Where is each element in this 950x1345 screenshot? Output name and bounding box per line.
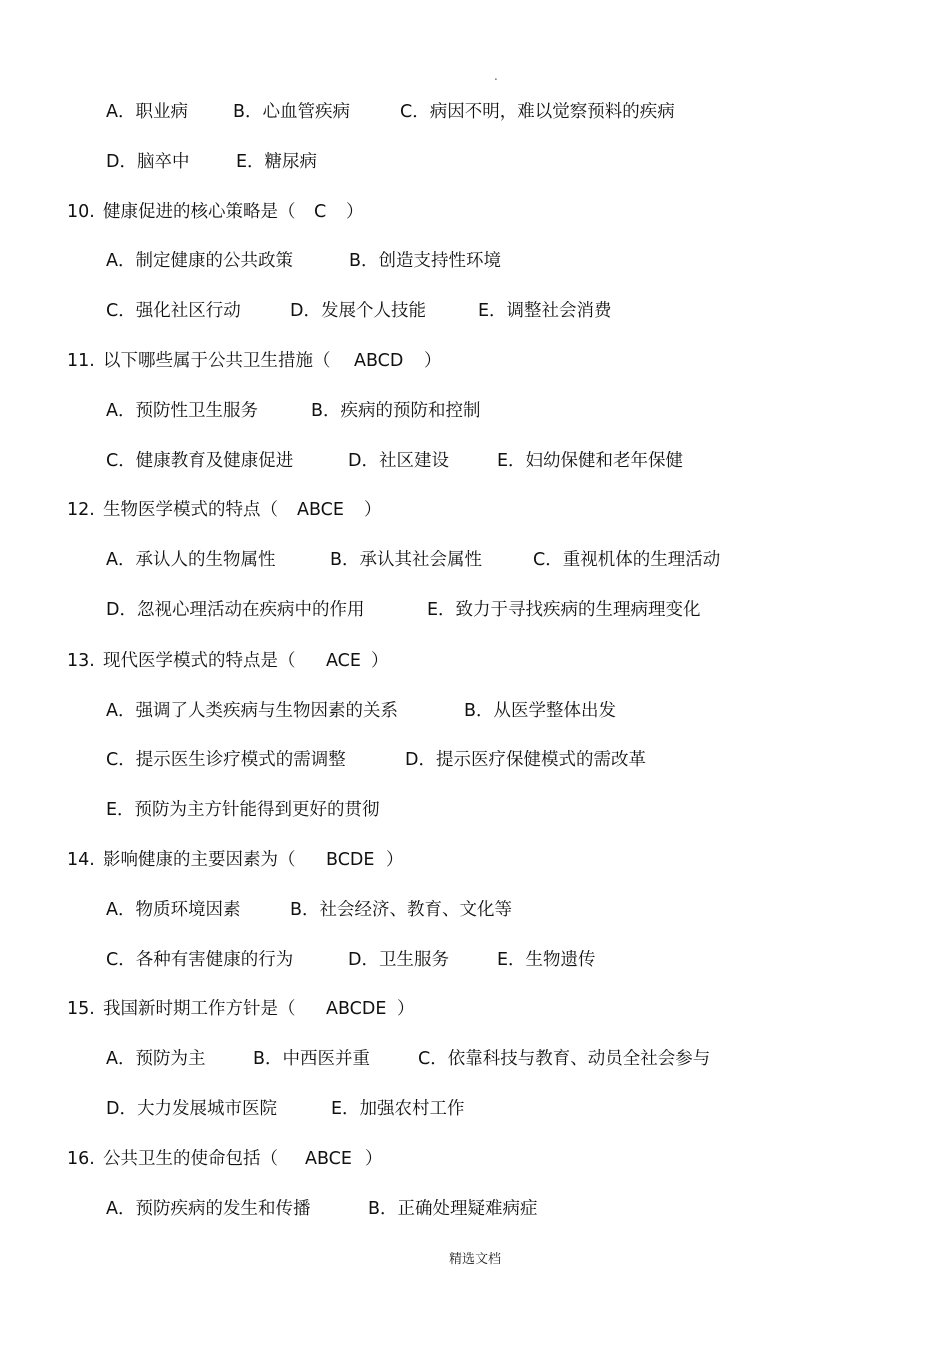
question-close-paren: ）	[424, 351, 442, 371]
answer-option: E．加强农村工作	[331, 1099, 465, 1119]
answer-option: D．大力发展城市医院	[106, 1099, 277, 1119]
answer-option: D．脑卒中	[106, 152, 190, 172]
question-answer: ACE	[326, 651, 361, 671]
answer-option: C．提示医生诊疗模式的需调整	[106, 750, 346, 770]
question-close-paren: ）	[371, 651, 389, 671]
answer-option: B．创造支持性环境	[349, 251, 502, 271]
answer-option: D．发展个人技能	[290, 301, 426, 321]
answer-option: E．生物遗传	[497, 950, 596, 970]
question-close-paren: ）	[397, 999, 415, 1019]
question-text: 以下哪些属于公共卫生措施（	[103, 351, 331, 371]
question-text: 公共卫生的使命包括（	[103, 1149, 278, 1169]
answer-option: C．强化社区行动	[106, 301, 241, 321]
question-close-paren: ）	[365, 1149, 383, 1169]
header-dot: .	[494, 69, 498, 83]
answer-option: A．承认人的生物属性	[106, 550, 276, 570]
question-text: 健康促进的核心策略是（	[103, 202, 296, 222]
answer-option: E．预防为主方针能得到更好的贯彻	[106, 800, 380, 820]
question-answer: ABCE	[297, 500, 344, 520]
answer-option: D．社区建设	[348, 451, 449, 471]
answer-option: B．中西医并重	[253, 1049, 371, 1069]
answer-option: B．从医学整体出发	[464, 701, 617, 721]
answer-option: B．社会经济、教育、文化等	[290, 900, 513, 920]
answer-option: C．依靠科技与教育、动员全社会参与	[418, 1049, 711, 1069]
answer-option: A．制定健康的公共政策	[106, 251, 293, 271]
answer-option: A．预防疾病的发生和传播	[106, 1199, 311, 1219]
answer-option: A．预防为主	[106, 1049, 206, 1069]
answer-option: B．心血管疾病	[233, 102, 351, 122]
question-answer: ABCE	[305, 1149, 352, 1169]
answer-option: A．职业病	[106, 102, 188, 122]
question-close-paren: ）	[364, 500, 382, 520]
answer-option: A．物质环境因素	[106, 900, 241, 920]
answer-option: D．忽视心理活动在疾病中的作用	[106, 600, 365, 620]
answer-option: B．正确处理疑难病症	[368, 1199, 538, 1219]
question-answer: ABCDE	[326, 999, 387, 1019]
question-close-paren: ）	[386, 850, 404, 870]
question-text: 现代医学模式的特点是（	[103, 651, 296, 671]
answer-option: A．强调了人类疾病与生物因素的关系	[106, 701, 398, 721]
question-answer: ABCD	[354, 351, 404, 371]
question-number: 16.	[67, 1149, 95, 1169]
question-number: 10.	[67, 202, 95, 222]
answer-option: D．提示医疗保健模式的需改革	[405, 750, 646, 770]
question-text: 影响健康的主要因素为（	[103, 850, 296, 870]
question-number: 14.	[67, 850, 95, 870]
question-answer: C	[314, 202, 327, 222]
answer-option: D．卫生服务	[348, 950, 449, 970]
answer-option: C．病因不明，难以觉察预料的疾病	[400, 102, 675, 122]
answer-option: C．健康教育及健康促进	[106, 451, 294, 471]
question-text: 我国新时期工作方针是（	[103, 999, 296, 1019]
page-footer: 精选文档	[448, 1252, 501, 1267]
answer-option: A．预防性卫生服务	[106, 401, 258, 421]
answer-option: E．调整社会消费	[478, 301, 612, 321]
question-close-paren: ）	[346, 202, 364, 222]
answer-option: B．疾病的预防和控制	[311, 401, 481, 421]
answer-option: B．承认其社会属性	[330, 550, 483, 570]
answer-option: C．重视机体的生理活动	[533, 550, 721, 570]
question-number: 12.	[67, 500, 95, 520]
question-number: 15.	[67, 999, 95, 1019]
question-number: 13.	[67, 651, 95, 671]
answer-option: E．致力于寻找疾病的生理病理变化	[427, 600, 701, 620]
question-answer: BCDE	[326, 850, 375, 870]
answer-option: C．各种有害健康的行为	[106, 950, 294, 970]
question-number: 11.	[67, 351, 95, 371]
answer-option: E．妇幼保健和老年保健	[497, 451, 684, 471]
question-text: 生物医学模式的特点（	[103, 500, 278, 520]
answer-option: E．糖尿病	[236, 152, 318, 172]
